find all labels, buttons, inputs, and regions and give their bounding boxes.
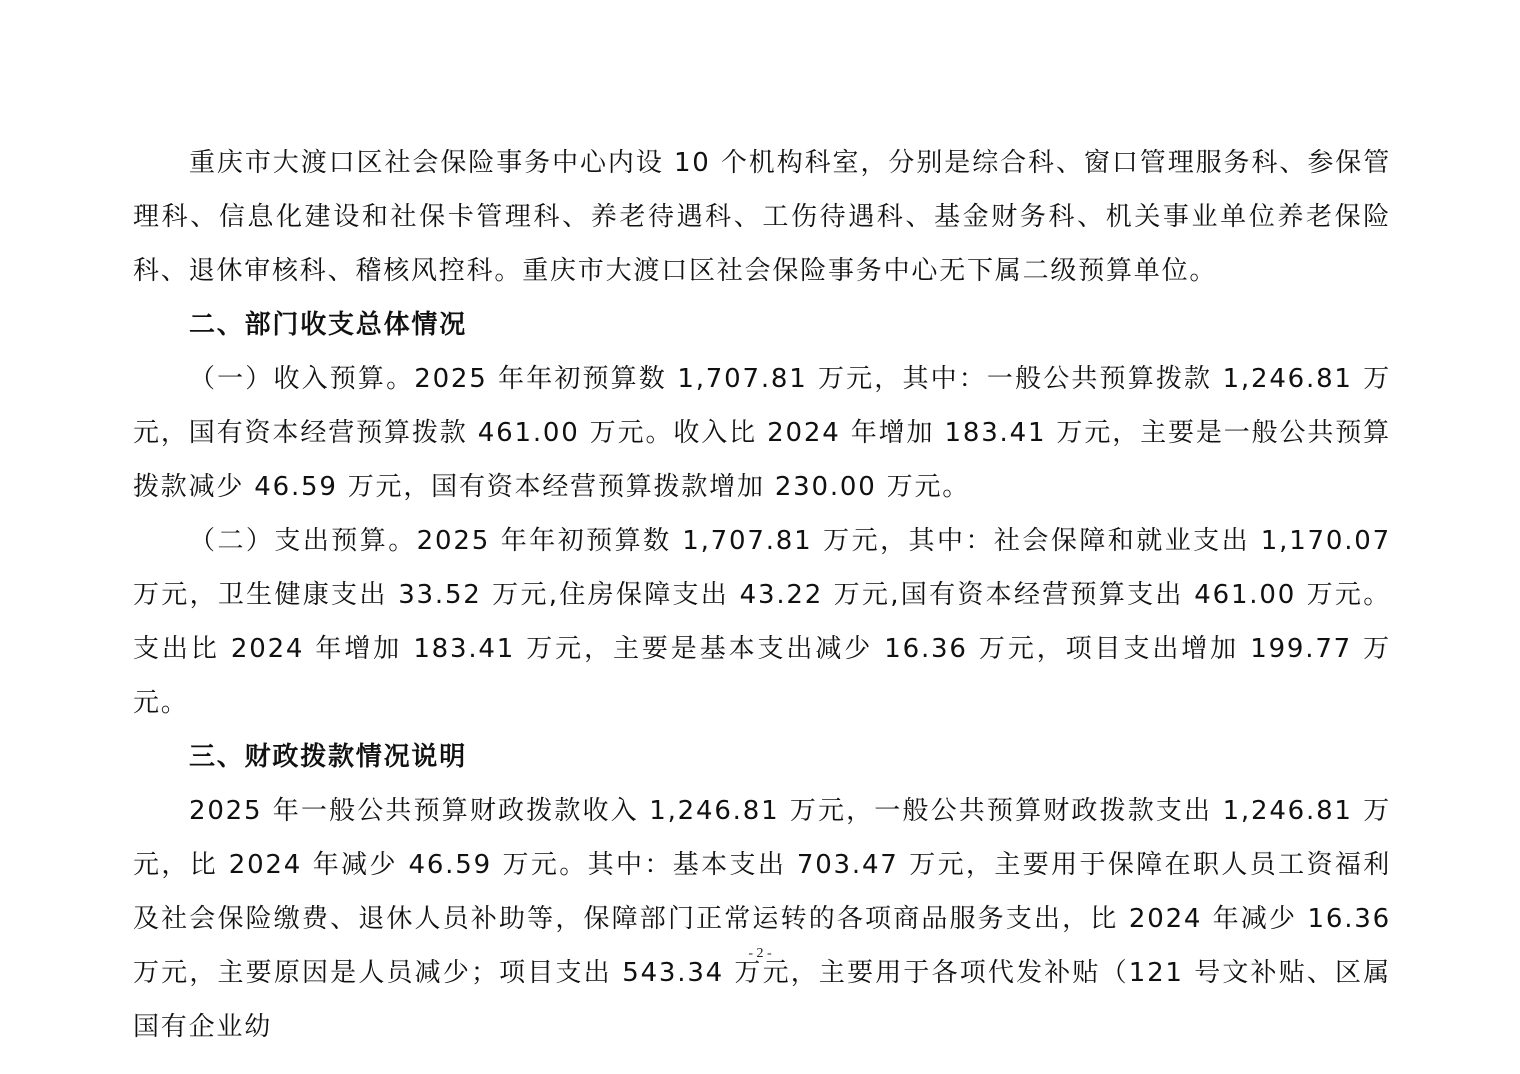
heading-section-2: 二、部门收支总体情况 [189,310,468,340]
heading-section-3: 三、财政拨款情况说明 [189,742,468,772]
paragraph-income-budget: （一）收入预算。2025 年年初预算数 1,707.81 万元，其中：一般公共预算拨款 1,246.81 万元，国有资本经营预算拨款 461.00 万元。收入比 2024 年增加 183.41 万元，主要是一般公共预算拨款减少 46.59 万元，国有资本经营预算拨款增加 230.00 万元。 [133,364,1391,502]
paragraph-institution-intro: 重庆市大渡口区社会保险事务中心内设 10 个机构科室，分别是综合科、窗口管理服务科、参保管理科、信息化建设和社保卡管理科、养老待遇科、工伤待遇科、基金财务科、机关事业单位养老保险科、退休审核科、稽核风控科。重庆市大渡口区社会保险事务中心无下属二级预算单位。 [133,148,1391,286]
document-body [133,136,1391,1054]
page-number: - 2 - [748,946,772,961]
paragraph-expenditure-budget: （二）支出预算。2025 年年初预算数 1,707.81 万元，其中：社会保障和就业支出 1,170.07 万元，卫生健康支出 33.52 万元,住房保障支出 43.22 万元,国有资本经营预算支出 461.00 万元。支出比 2024 年增加 183.41 万元，主要是基本支出减少 16.36 万元，项目支出增加 199.77 万元。 [133,526,1391,718]
paragraph-fiscal-appropriation: 2025 年一般公共预算财政拨款收入 1,246.81 万元，一般公共预算财政拨款支出 1,246.81 万元，比 2024 年减少 46.59 万元。其中：基本支出 703.47 万元，主要用于保障在职人员工资福利及社会保险缴费、退休人员补助等，保障部门正常运转的各项商品服务支出，比 2024 年减少 16.36 万元，主要原因是人员减少；项目支出 543.34 万元，主要用于各项代发补贴（121 号文补贴、区属国有企业幼 [133,796,1391,1042]
